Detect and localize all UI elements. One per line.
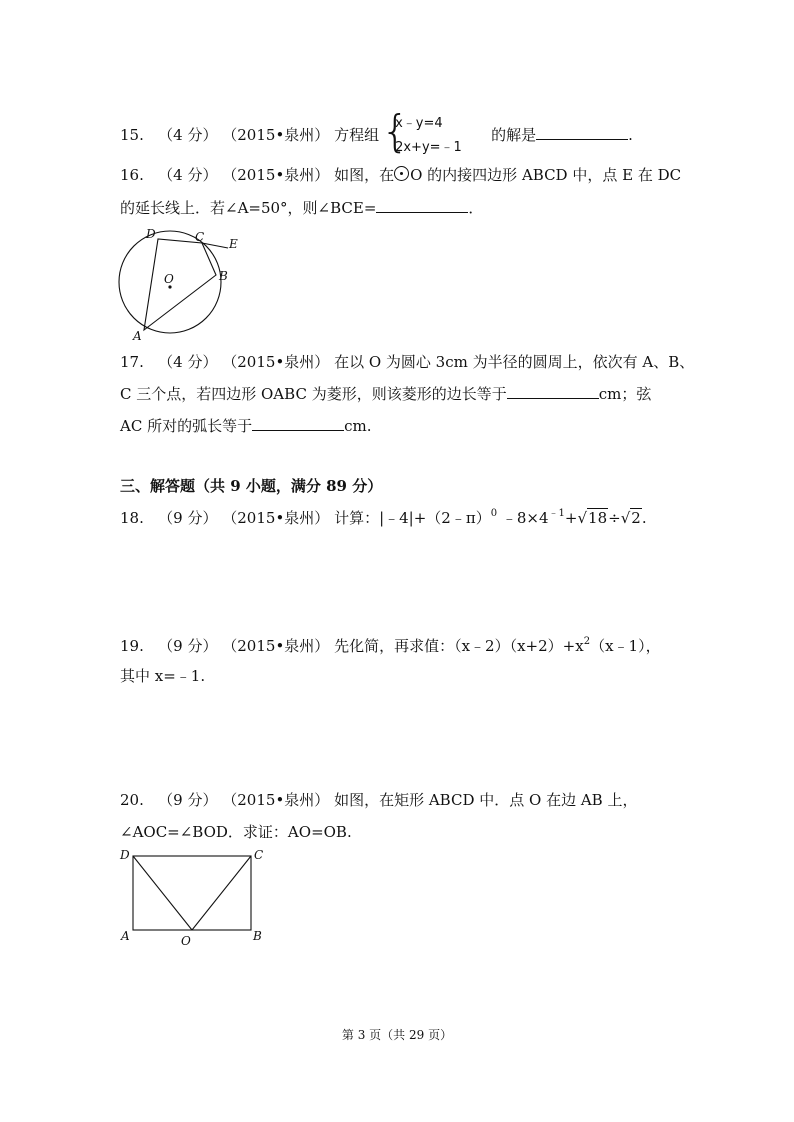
q17-line3-post: cm.: [344, 417, 372, 435]
q20-line-1: [120, 790, 637, 810]
q16-pre: 如图，在: [334, 166, 395, 184]
q17-number: 17.: [120, 353, 144, 371]
q17-line-3: [120, 416, 372, 436]
q19-number: 19.: [120, 637, 144, 655]
radicand-18: 18: [588, 509, 608, 527]
q15-end: .: [628, 126, 633, 144]
equation-1: x﹣y=4: [395, 116, 443, 131]
answer-blank[interactable]: [507, 384, 599, 399]
q15-score: （4 分）: [158, 126, 218, 144]
q17-source: （2015•泉州）: [222, 353, 330, 371]
q17-line-1: [120, 352, 694, 372]
q20-number: 20.: [120, 791, 144, 809]
page-footer: 第 3 页（共 29 页）: [341, 1028, 453, 1042]
label-a: A: [133, 329, 142, 343]
label-a: A: [121, 929, 130, 943]
q19-line-1: [120, 636, 661, 656]
q15-line: [120, 106, 633, 159]
q17-line2-pre: C 三个点，若四边形 OABC 为菱形，则该菱形的边长等于: [120, 385, 507, 403]
q20-line-2: ∠AOC=∠BOD．求证：AO=OB.: [120, 823, 352, 841]
exponent-two: 2: [583, 636, 591, 647]
equation-2: 2x+y=﹣1: [395, 140, 462, 155]
q20-line1: 如图，在矩形 ABCD 中．点 O 在边 AB 上，: [334, 791, 638, 809]
q17-score: （4 分）: [158, 353, 218, 371]
q19-score: （9 分）: [158, 637, 218, 655]
label-c: C: [195, 230, 205, 244]
label-c: C: [254, 848, 264, 862]
equation-system: [381, 106, 491, 159]
q16-line-2: [120, 198, 483, 218]
answer-blank[interactable]: [376, 198, 468, 213]
q18-source: （2015•泉州）: [222, 509, 330, 527]
q18-score: （9 分）: [158, 509, 218, 527]
q18-mid: ﹣8×4: [501, 509, 549, 527]
sqrt-2: [621, 508, 642, 528]
quadrilateral-abcd: [144, 239, 216, 330]
brace-icon: {: [381, 106, 410, 157]
q18-number: 18.: [120, 509, 144, 527]
q19-post: （x﹣1），: [590, 637, 661, 655]
q20-score: （9 分）: [158, 791, 218, 809]
exponent-neg-one: ﹣1: [548, 508, 565, 519]
q16-number: 16.: [120, 166, 144, 184]
label-b: B: [253, 929, 262, 943]
q17-line3-pre: AC 所对的弧长等于: [120, 417, 253, 435]
q18-expression: 计算：|﹣4|+（2﹣π）: [334, 509, 491, 527]
q18-line: [120, 508, 647, 528]
q16-circle-letter: O: [410, 166, 423, 184]
q18-plus: +: [564, 509, 578, 527]
sqrt-icon: √: [577, 509, 588, 527]
exponent-zero: 0: [490, 508, 498, 519]
q19-line-2: 其中 x=﹣1.: [120, 667, 206, 685]
q16-post: 的内接四边形 ABCD 中，点 E 在 DC: [422, 166, 682, 184]
q17-line-2: [120, 384, 651, 404]
radicand-2: 2: [631, 509, 641, 527]
circle-quadrilateral-figure: [112, 226, 272, 346]
q16-end: ．: [468, 199, 484, 217]
q19-expression: 先化简，再求值：（x﹣2）（x+2）+x: [334, 637, 584, 655]
segment-od: [133, 856, 192, 930]
q16-line-1: [120, 165, 681, 185]
sqrt-icon: √: [620, 509, 631, 527]
q16-score: （4 分）: [158, 166, 218, 184]
q18-end: .: [641, 509, 647, 527]
label-o: O: [181, 934, 191, 948]
q15-tail: 的解是: [491, 126, 537, 144]
answer-blank[interactable]: [252, 416, 344, 431]
q15-stem: 方程组: [334, 126, 380, 144]
label-d: D: [120, 848, 130, 862]
q15-source: （2015•泉州）: [222, 126, 330, 144]
q17-line1: 在以 O 为圆心 3cm 为半径的圆周上，依次有 A、B、: [334, 353, 695, 371]
label-e: E: [229, 237, 238, 251]
q20-source: （2015•泉州）: [222, 791, 330, 809]
q18-div: ÷: [608, 509, 621, 527]
q15-number: 15.: [120, 126, 144, 144]
rectangle-figure: [112, 844, 272, 948]
q17-line2-post: cm；弦: [598, 385, 652, 403]
segment-oc: [192, 856, 251, 930]
label-o: O: [164, 272, 174, 286]
label-d: D: [146, 227, 156, 241]
q16-line2: 的延长线上．若∠A=50°，则∠BCE=: [120, 199, 377, 217]
answer-blank[interactable]: [536, 125, 628, 140]
circle-o-icon: [394, 166, 409, 181]
q19-source: （2015•泉州）: [222, 637, 330, 655]
rectangle-abcd: [133, 856, 251, 930]
label-b: B: [219, 269, 228, 283]
section-heading: 三、解答题（共 9 小题，满分 89 分）: [120, 477, 383, 495]
q16-source: （2015•泉州）: [222, 166, 330, 184]
sqrt-18: [577, 508, 608, 528]
